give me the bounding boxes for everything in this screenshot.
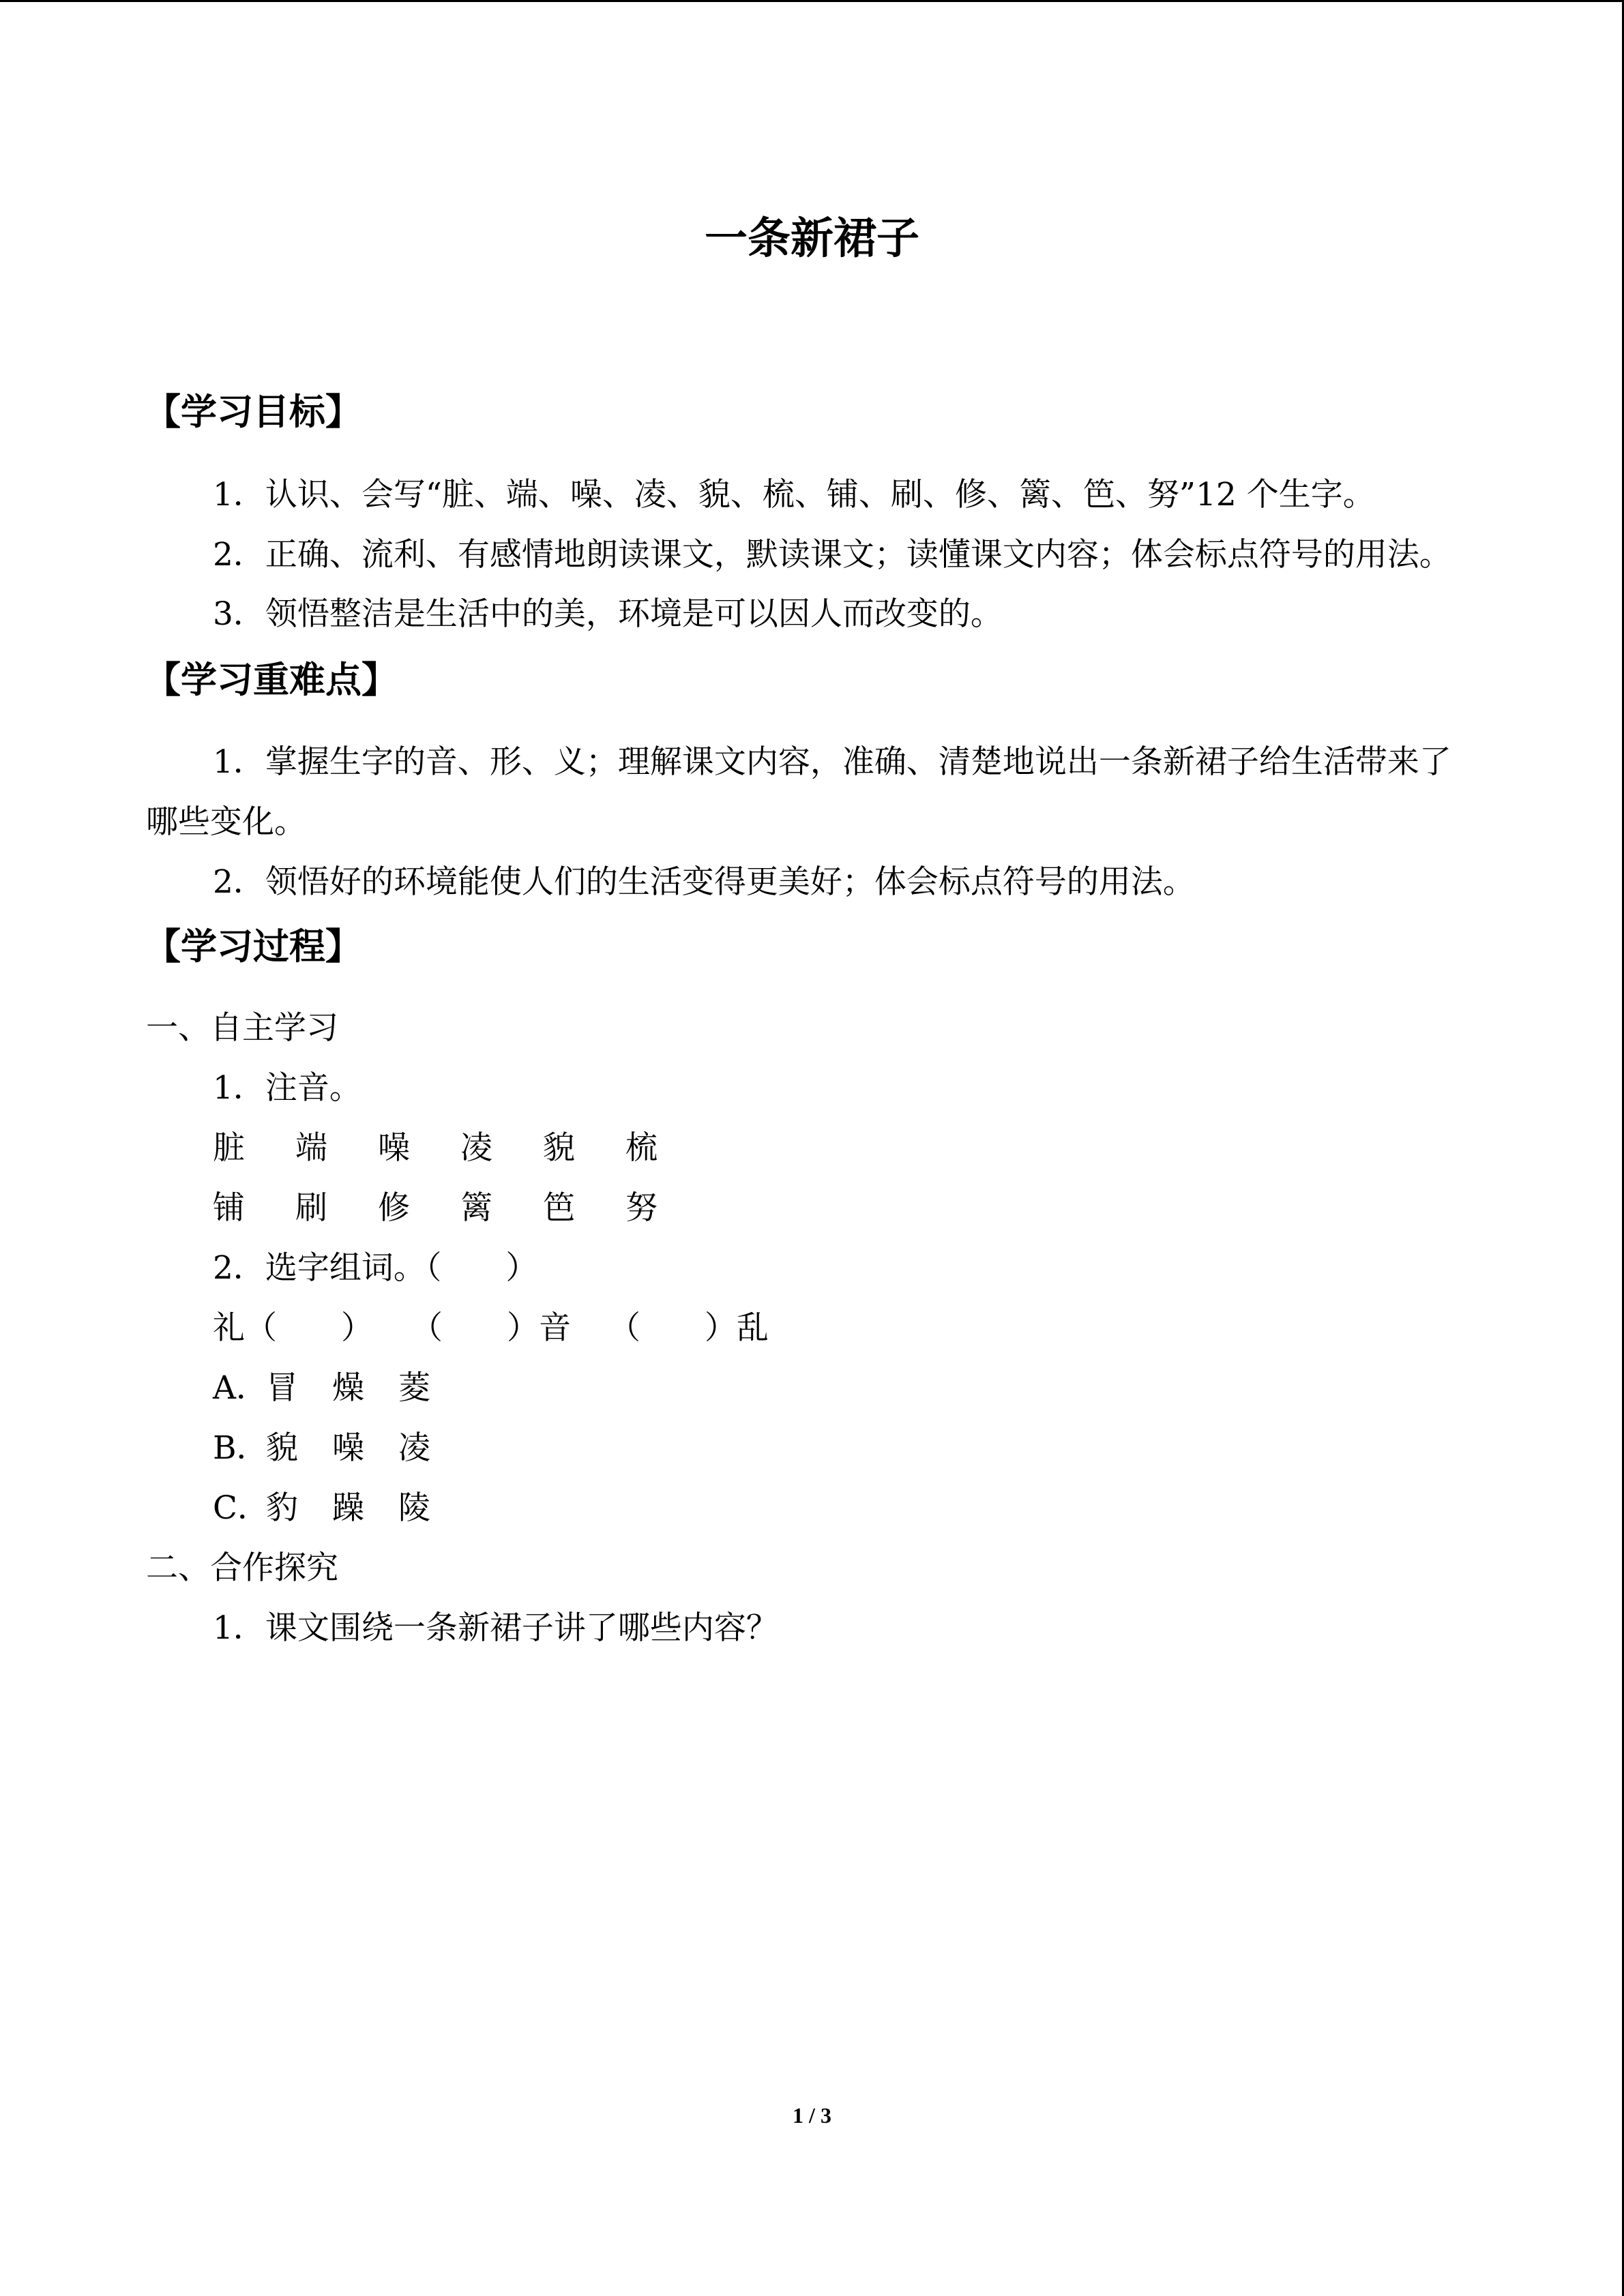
char-item: 努 (625, 1189, 658, 1227)
option-letter: C． (213, 1489, 269, 1527)
option-char: 菱 (398, 1369, 430, 1407)
char-item: 貌 (543, 1129, 575, 1167)
char-item: 噪 (378, 1129, 410, 1167)
char-item: 梳 (625, 1129, 658, 1167)
option-letter: B． (213, 1429, 269, 1467)
objective-3: 3．领悟整洁是生活中的美，环境是可以因人而改变的。 (213, 595, 1003, 633)
option-char: 噪 (332, 1429, 364, 1467)
char-item: 篱 (460, 1189, 492, 1227)
fill-blank-item: 礼（ ） (213, 1309, 373, 1347)
option-b (213, 1429, 464, 1467)
fill-blank-item: （ ）音 (411, 1309, 571, 1347)
char-item: 脏 (213, 1129, 245, 1167)
objectives-heading: 【学习目标】 (145, 391, 361, 433)
document-title: 一条新裙子 (705, 213, 919, 263)
option-c (213, 1489, 464, 1527)
char-item: 修 (378, 1189, 410, 1227)
fill-blank-row (213, 1309, 769, 1347)
char-item: 刷 (295, 1189, 327, 1227)
process-heading: 【学习过程】 (145, 926, 361, 968)
char-item: 凌 (460, 1129, 492, 1167)
fill-blank-item: （ ）乱 (608, 1309, 769, 1347)
option-a (213, 1369, 464, 1407)
option-char: 貌 (266, 1429, 298, 1467)
pinyin-row-2 (213, 1189, 708, 1227)
option-char: 燥 (332, 1369, 364, 1407)
key-point-1-line-1: 1．掌握生字的音、形、义；理解课文内容，准确、清楚地说出一条新裙子给生活带来了 (213, 743, 1451, 781)
objective-1: 1．认识、会写“脏、端、噪、凌、貌、梳、铺、刷、修、篱、笆、努”12 个生字。 (213, 476, 1375, 513)
pinyin-row-1 (213, 1129, 708, 1167)
page-number: 1 / 3 (793, 2103, 831, 2128)
char-item: 端 (295, 1129, 327, 1167)
part1-title: 一、自主学习 (146, 1009, 338, 1047)
char-item: 笆 (543, 1189, 575, 1227)
option-char: 陵 (398, 1489, 430, 1527)
part2-title: 二、合作探究 (146, 1549, 338, 1587)
char-item: 铺 (213, 1189, 245, 1227)
q1-label: 1．注音。 (213, 1069, 361, 1107)
objective-2: 2．正确、流利、有感情地朗读课文，默读课文；读懂课文内容；体会标点符号的用法。 (213, 536, 1451, 573)
part2-q1: 1．课文围绕一条新裙子讲了哪些内容？ (213, 1609, 778, 1647)
option-char: 冒 (266, 1369, 298, 1407)
page-border-top (0, 0, 1624, 2)
option-char: 凌 (398, 1429, 430, 1467)
key-point-2: 2．领悟好的环境能使人们的生活变得更美好；体会标点符号的用法。 (213, 863, 1195, 901)
option-letter: A． (213, 1369, 268, 1407)
option-char: 躁 (332, 1489, 364, 1527)
q2-label: 2．选字组词。（ ） (213, 1249, 538, 1287)
key-points-heading: 【学习重难点】 (145, 659, 398, 701)
key-point-1-line-2: 哪些变化。 (146, 803, 306, 841)
option-char: 豹 (266, 1489, 298, 1527)
